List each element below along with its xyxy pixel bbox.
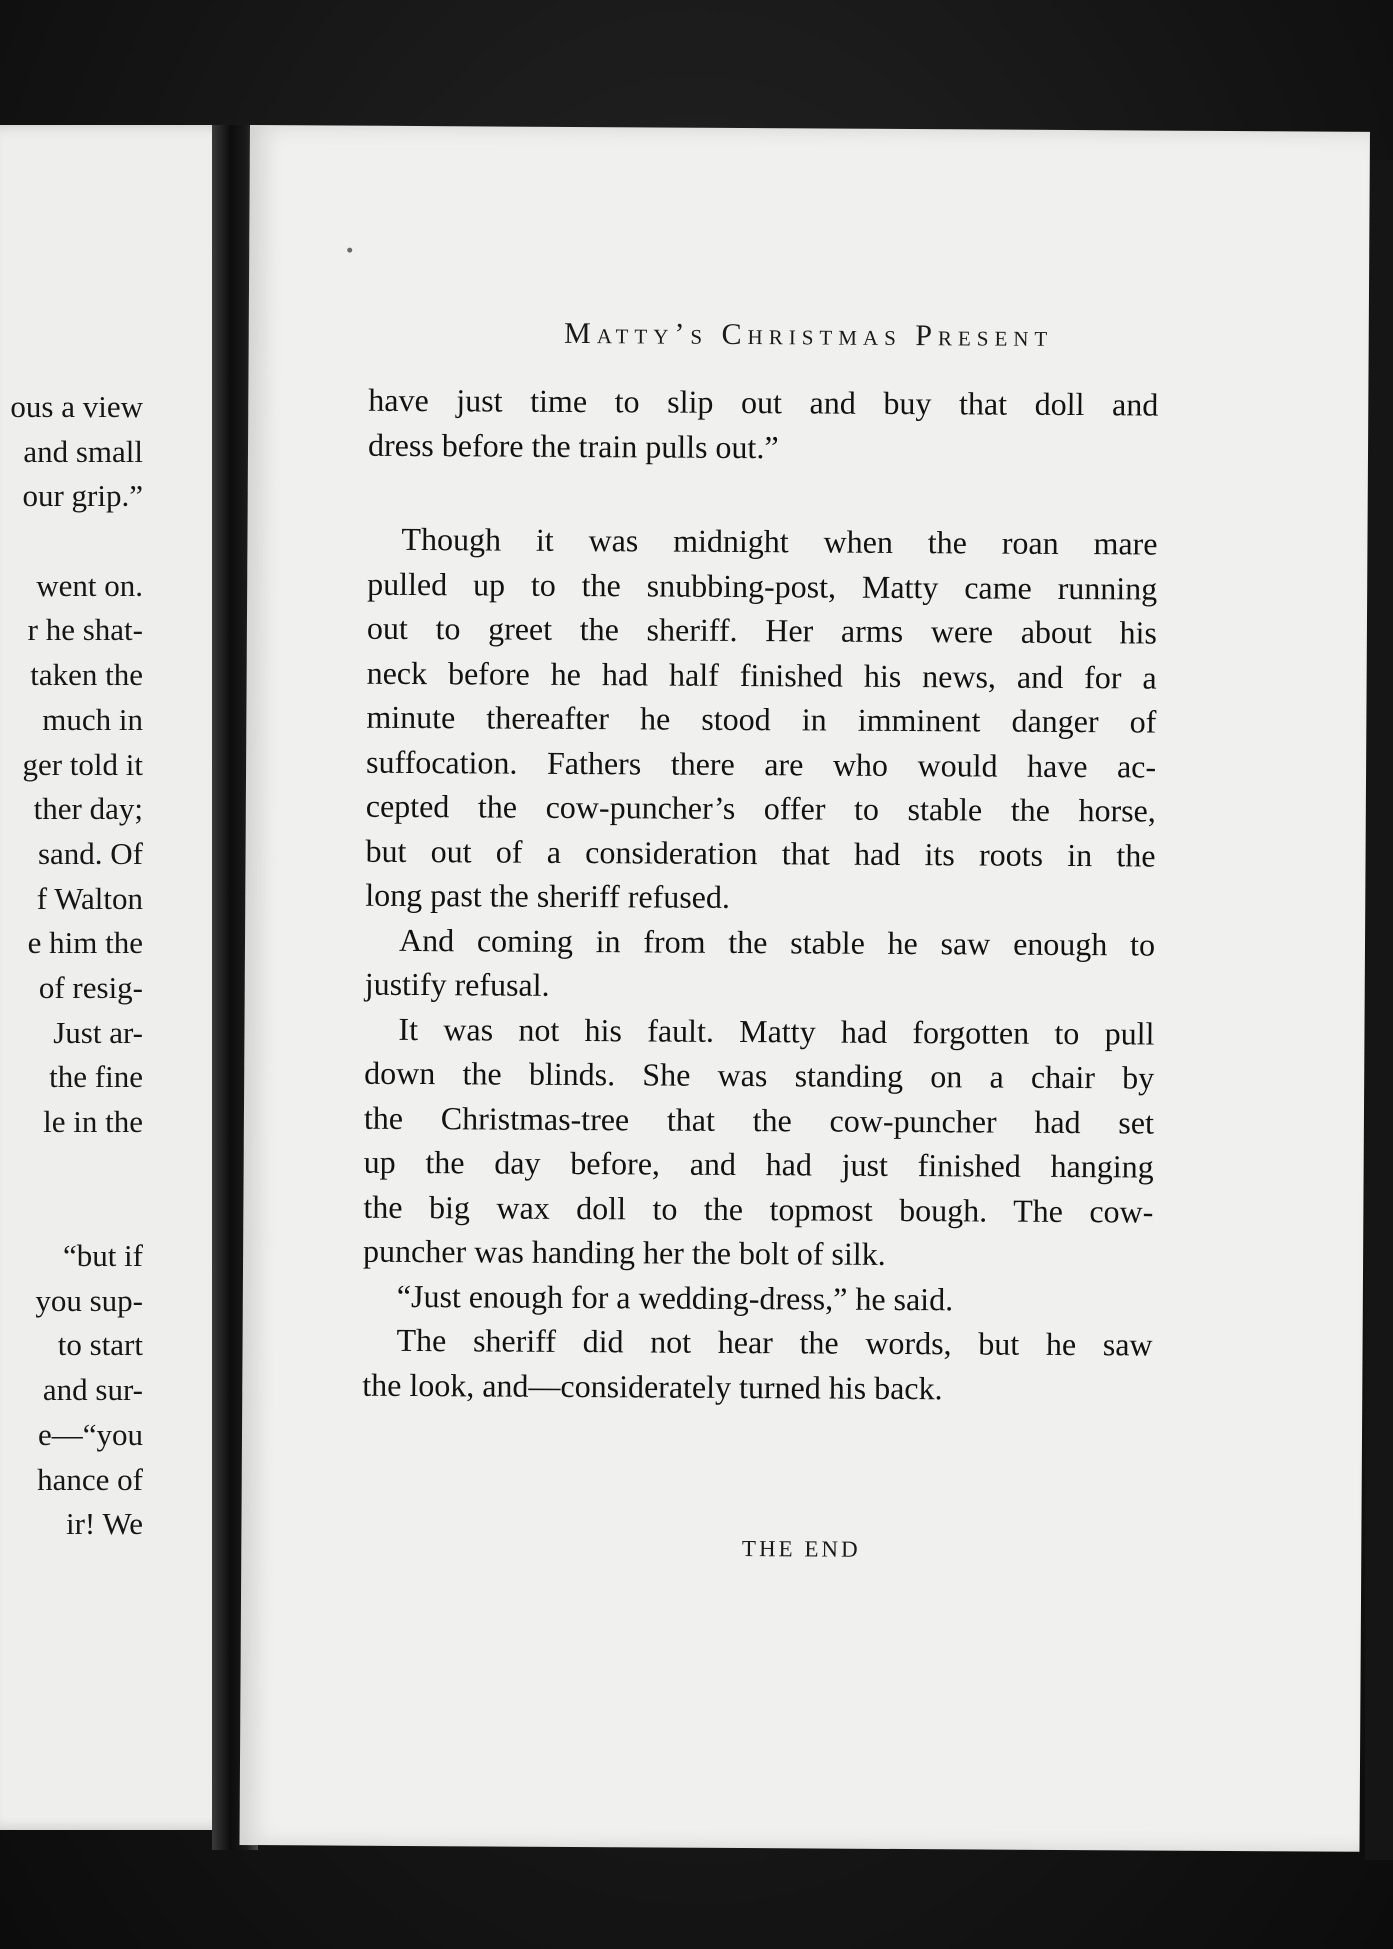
text-line: but out of a consideration that had its roots in the [365,832,1156,874]
left-line: sand. Of [37,835,143,871]
right-page [239,125,1369,1852]
text-line: up the day before, and had just finished hanging [363,1143,1154,1185]
text-line: the Christmas-tree that the cow-puncher had set [363,1099,1155,1141]
left-line: taken the [30,657,143,693]
left-page-text [10,385,143,1547]
left-line: Just ar- [53,1014,143,1050]
left-line: r he shat- [27,612,143,648]
text-line: neck before he had half finished his news, and for a [366,654,1157,696]
left-line: to start [57,1327,143,1363]
text-line: have just time to slip out and buy that doll and [368,381,1159,423]
left-line: e—“you [37,1416,143,1452]
left-line: and small [23,433,143,469]
text-line: cepted the cow-puncher’s offer to stable the horse, [365,787,1156,829]
text-line: pulled up to the snubbing-post, Matty came running [367,565,1158,607]
left-line [10,519,143,564]
text-line: The sheriff did not hear the words, but he saw [396,1321,1153,1363]
left-line: ous a view [10,389,143,424]
left-line: the fine [49,1059,143,1095]
left-line: “but if [62,1238,143,1274]
text-line: long past the sheriff refused. [365,876,731,915]
paper-speck [347,248,352,253]
left-page [0,125,241,1830]
left-line: of resig- [38,969,143,1005]
the-end-label: THE END [741,1536,861,1562]
left-line: e him the [27,925,143,961]
left-line: ther day; [33,791,143,827]
text-line: Though it was midnight when the roan mare [401,520,1158,562]
left-line: went on. [36,567,143,603]
right-page-shadow [1365,160,1393,1860]
left-line: ir! We [66,1506,143,1542]
text-line: puncher was handing her the bolt of silk. [363,1232,886,1272]
text-line: out to greet the sheriff. Her arms were about his [366,609,1158,651]
left-line: ger told it [22,746,143,782]
text-line: “Just enough for a wedding-dress,” he said. [396,1277,954,1317]
text-line: It was not his fault. Matty had forgotten to pull [398,1010,1155,1052]
paragraph-gap [368,467,1158,522]
body-text [362,378,1158,1412]
left-line: you sup- [35,1282,143,1318]
left-line [10,1145,143,1190]
left-line: our grip.” [22,478,143,514]
text-line: the big wax doll to the topmost bough. The cow- [363,1188,1154,1230]
text-line: dress before the train pulls out.” [367,426,779,465]
text-line: And coming in from the stable he saw enough to [398,921,1156,963]
running-head: Matty’s Christmas Present [564,316,1054,353]
left-line: hance of [37,1461,143,1497]
left-line [10,1189,143,1234]
left-line: much in [42,701,143,737]
text-line: justify refusal. [364,965,550,1003]
text-line: suffocation. Fathers there are who would have ac- [366,743,1157,785]
left-line: le in the [43,1104,143,1139]
left-line: f Walton [36,880,143,916]
text-line: the look, and—considerately turned his back. [362,1366,943,1406]
text-line: minute thereafter he stood in imminent danger of [366,698,1157,740]
left-line: and sur- [42,1372,143,1408]
text-line: down the blinds. She was standing on a chair by [364,1054,1155,1096]
